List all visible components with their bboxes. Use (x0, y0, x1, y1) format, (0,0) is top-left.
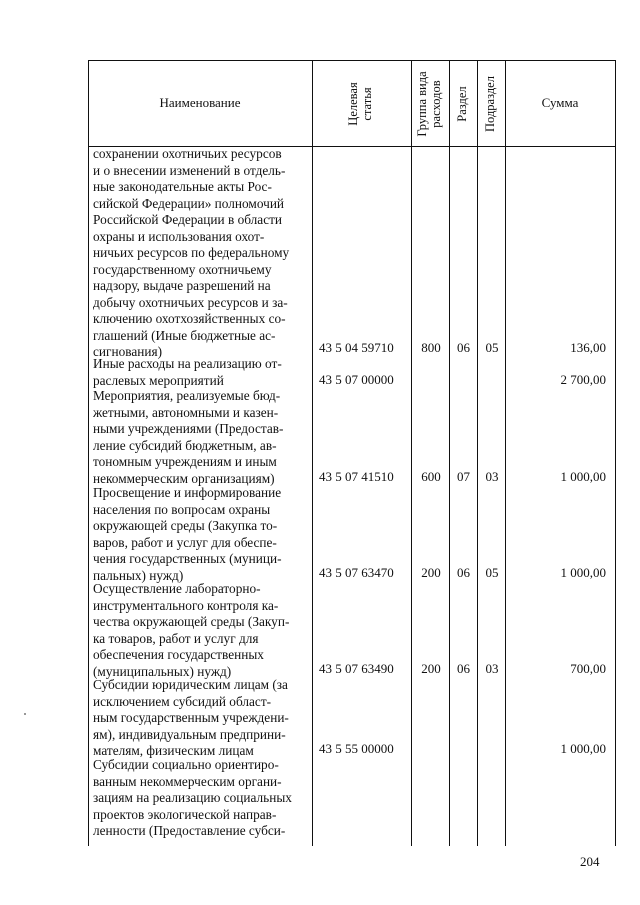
row-code: 43 5 07 63490 (319, 661, 394, 676)
row-section: 06 (457, 340, 470, 355)
row-sum: 1 000,00 (560, 469, 606, 484)
col-divider-subsection (477, 60, 478, 846)
row-sum: 2 700,00 (560, 372, 606, 387)
row-group: 200 (421, 661, 441, 676)
row-code: 43 5 55 00000 (319, 741, 394, 756)
row-code: 43 5 07 63470 (319, 565, 394, 580)
row-name: Субсидии социально ориентиро- ванным некоммерческим органи- зациям на реализацию социальных проектов экологической направ- ленности (Предоставление субси- (93, 757, 292, 838)
row-name: Осуществление лабораторно- инструментального контроля ка- чества окружающей среды (Закуп- ка товаров, работ и услуг для обеспечения государственных (муниципальных) нужд) (93, 581, 290, 679)
header-sum: Сумма (541, 95, 579, 110)
row-group: 800 (421, 340, 441, 355)
row-group: 200 (421, 565, 441, 580)
col-divider-target (312, 60, 313, 846)
col-divider-group (411, 60, 412, 846)
row-name: Просвещение и информирование населения по вопросам охраны окружающей среды (Закупка то- варов, работ и услуг для обеспе- чения государственных (муници- пальных) нужд) (93, 485, 282, 583)
row-code: 43 5 04 59710 (319, 340, 394, 355)
header-group: Группа вида расходов (415, 71, 443, 137)
row-group: 600 (421, 469, 441, 484)
header-section: Раздел (455, 86, 469, 122)
page-number: 204 (580, 854, 600, 869)
table-left-border (88, 60, 89, 846)
row-section: 06 (457, 661, 470, 676)
row-sum: 136,00 (570, 340, 606, 355)
row-name: сохранении охотничьих ресурсов и о внесении изменений в отдель- ные законодательные акты Рос- сийской Федерации» полномочий Российской Федерации в области охраны и использования охот- ничьих ресурсов по федеральному государственному охотничьему надзору, выдаче разрешений на добычу охотничьих ресурсов и за- ключению охотхозяйственных со- глашений (Иные бюджетные ас- сигнования) (93, 146, 290, 359)
row-subsection: 03 (485, 469, 499, 484)
col-divider-sum (505, 60, 506, 846)
row-subsection: 05 (485, 565, 499, 580)
row-sum: 1 000,00 (560, 565, 606, 580)
table-right-border (615, 60, 616, 846)
row-code: 43 5 07 00000 (319, 372, 394, 387)
header-target: Целевая статья (346, 82, 374, 126)
scan-speck (24, 713, 26, 715)
row-name: Иные расходы на реализацию от- раслевых мероприятий (93, 356, 282, 388)
col-divider-section (449, 60, 450, 846)
row-subsection: 05 (485, 340, 499, 355)
row-subsection: 03 (485, 661, 499, 676)
row-section: 07 (457, 469, 470, 484)
row-code: 43 5 07 41510 (319, 469, 394, 484)
row-section: 06 (457, 565, 470, 580)
header-subsection: Подраздел (483, 76, 497, 132)
row-sum: 1 000,00 (560, 741, 606, 756)
header-name: Наименование (159, 95, 241, 110)
row-sum: 700,00 (570, 661, 606, 676)
row-name: Мероприятия, реализуемые бюд- жетными, автономными и казен- ными учреждениями (Предостав- ление субсидий бюджетным, ав- тономным учреждениям и иным некоммерческим организациям) (93, 388, 284, 486)
row-name: Субсидии юридическим лицам (за исключением субсидий област- ным государственным учреждени- ям), индивидуальным предприни- мателям, физическим лицам (93, 677, 289, 758)
